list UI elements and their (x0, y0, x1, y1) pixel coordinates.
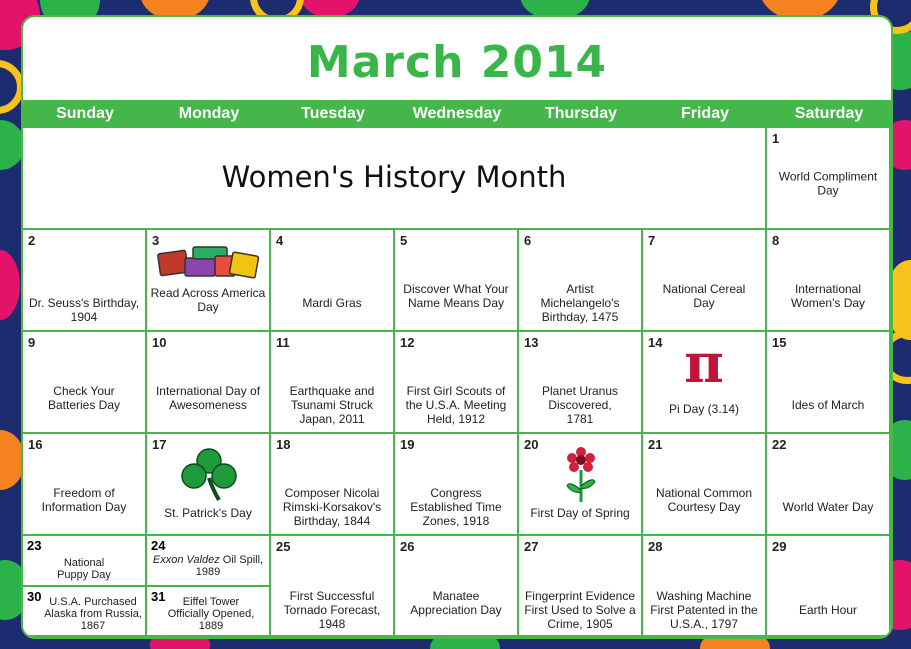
day-number: 3 (152, 233, 160, 248)
day-cell (395, 536, 519, 637)
day-cell (23, 230, 147, 332)
day-number: 9 (28, 335, 36, 350)
day-event: Discover What Your Name Means Day (403, 282, 509, 310)
day-event: Freedom of Information Day (41, 486, 127, 514)
calendar-card (21, 15, 893, 639)
day-number: 25 (276, 539, 291, 554)
day-number: 27 (524, 539, 539, 554)
day-cell (23, 434, 147, 536)
day-number: 8 (772, 233, 780, 248)
day-event: First Day of Spring (530, 506, 630, 520)
day-number: 1 (772, 131, 780, 146)
day-cell (147, 536, 271, 587)
weekday-wednesday: Wednesday (412, 105, 502, 122)
day-event: Dr. Seuss's Birthday, 1904 (28, 296, 140, 324)
day-event: St. Patrick's Day (164, 506, 252, 520)
day-cell (519, 332, 643, 434)
day-cell (643, 230, 767, 332)
books-icon (157, 244, 261, 280)
day-number: 23 (27, 538, 42, 553)
day-cell (519, 536, 643, 637)
day-event: Earthquake and Tsunami Struck Japan, 2011 (289, 384, 375, 426)
day-cell (23, 332, 147, 434)
calendar-title: March 2014 (306, 37, 608, 88)
weekday-header (23, 100, 891, 128)
day-number: 14 (648, 335, 663, 350)
day-number: 11 (276, 335, 290, 350)
day-number: 30 (27, 589, 42, 604)
day-event: Eiffel Tower Officially Opened, 1889 (167, 596, 255, 632)
day-cell (395, 434, 519, 536)
weekday-monday: Monday (178, 105, 240, 122)
day-number: 22 (772, 437, 787, 452)
day-number: 29 (772, 539, 787, 554)
day-cell (643, 536, 767, 637)
day-cell (147, 332, 271, 434)
day-cell (767, 230, 891, 332)
day-cell (643, 332, 767, 434)
day-cell (519, 230, 643, 332)
day-event: Mardi Gras (302, 296, 362, 310)
day-number: 6 (524, 233, 532, 248)
day-event: Artist Michelangelo's Birthday, 1475 (540, 282, 620, 324)
day-cell (271, 332, 395, 434)
day-event: National Puppy Day (57, 557, 111, 581)
day-cell (23, 587, 147, 637)
weekday-sunday: Sunday (56, 105, 114, 122)
day-cell (767, 536, 891, 637)
day-event: Planet Uranus Discovered, 1781 (541, 384, 619, 426)
day-event: Composer Nicolai Rimski-Korsakov's Birthday, 1844 (282, 486, 382, 528)
day-event-rest: Oil Spill, 1989 (195, 554, 264, 578)
calendar-grid (23, 128, 891, 637)
day-event: International Women's Day (790, 282, 866, 310)
day-event (150, 554, 266, 578)
day-number: 16 (28, 437, 43, 452)
day-number: 12 (400, 335, 415, 350)
day-number: 24 (151, 538, 166, 553)
day-number: 2 (28, 233, 36, 248)
day-cell (395, 332, 519, 434)
day-event: National Common Courtesy Day (655, 486, 753, 514)
day-event: Check Your Batteries Day (47, 384, 121, 412)
day-cell (23, 536, 147, 587)
day-number: 26 (400, 539, 415, 554)
day-cell (147, 587, 271, 637)
day-event: Washing Machine First Patented in the U.S.A., 1797 (650, 589, 758, 631)
day-cell (271, 230, 395, 332)
day-number: 7 (648, 233, 656, 248)
day-number: 19 (400, 437, 415, 452)
day-event: World Compliment Day (778, 169, 878, 198)
day-cell (643, 434, 767, 536)
day-event: U.S.A. Purchased Alaska from Russia, 1867 (44, 596, 142, 632)
day-event: Pi Day (3.14) (668, 402, 740, 416)
day-event: International Day of Awesomeness (155, 384, 261, 412)
day-event: Congress Established Time Zones, 1918 (410, 486, 502, 528)
day-cell (271, 434, 395, 536)
day-number: 10 (152, 335, 167, 350)
day-number: 21 (648, 437, 663, 452)
flower-icon (563, 446, 599, 504)
day-event: First Successful Tornado Forecast, 1948 (283, 589, 381, 631)
day-number: 28 (648, 539, 663, 554)
day-event: Earth Hour (798, 603, 858, 617)
day-number: 4 (276, 233, 284, 248)
day-cell (767, 128, 891, 230)
day-number: 17 (152, 437, 167, 452)
month-banner: Women's History Month (221, 160, 567, 194)
day-number: 18 (276, 437, 291, 452)
shamrock-icon (179, 446, 239, 504)
day-cell (395, 230, 519, 332)
weekday-saturday: Saturday (794, 105, 864, 122)
day-event: Ides of March (791, 398, 865, 412)
weekday-friday: Friday (680, 105, 729, 122)
day-number: 15 (772, 335, 787, 350)
day-cell (767, 434, 891, 536)
day-number: 5 (400, 233, 408, 248)
day-event: Read Across America Day (150, 286, 266, 314)
banner-cell (23, 128, 767, 230)
day-event: Manatee Appreciation Day (410, 589, 502, 617)
day-cell (271, 536, 395, 637)
weekday-thursday: Thursday (544, 105, 617, 122)
day-cell (519, 434, 643, 536)
day-event: First Girl Scouts of the U.S.A. Meeting Held, 1912 (405, 384, 507, 426)
day-number: 13 (524, 335, 539, 350)
weekday-tuesday: Tuesday (301, 105, 365, 122)
day-cell (147, 230, 271, 332)
day-number: 20 (524, 437, 539, 452)
day-cell (767, 332, 891, 434)
day-event-italic: Exxon Valdez (152, 554, 220, 566)
day-event: Fingerprint Evidence First Used to Solve a Crime, 1905 (524, 589, 636, 631)
day-event: National Cereal Day (662, 282, 746, 310)
day-cell (147, 434, 271, 536)
pi-icon: π (684, 331, 724, 395)
day-number: 31 (151, 589, 166, 604)
day-event: World Water Day (782, 500, 874, 514)
